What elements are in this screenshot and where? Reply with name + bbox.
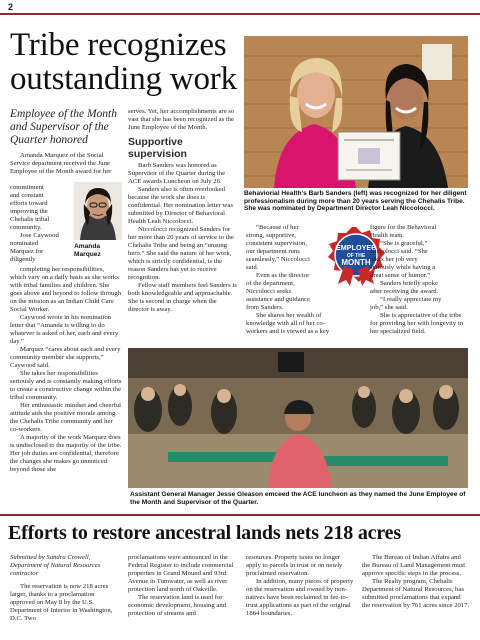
text-line: “I really appreciate my — [380, 296, 442, 303]
text-line: Niccolocci said. “She — [370, 248, 428, 255]
article-subhead: Employee of the Month and Supervisor of the Quarter honored — [10, 108, 117, 146]
paragraph: Caywood wrote in his nomination letter that “Amanda is willing to do whatever is asked of her, each and every day.” — [10, 314, 119, 345]
badge-line1: EMPLOYEE — [336, 243, 376, 252]
luncheon-photo — [128, 348, 468, 488]
text-line: “Because of her — [256, 224, 299, 231]
article2-col3 — [246, 554, 356, 618]
paragraph: Amanda Marquez of the Social Service department received the June Employee of the Month award for her — [10, 152, 112, 175]
text-line: Marquez for — [10, 248, 44, 255]
text-line: seriously while having a — [370, 264, 436, 271]
paragraph: proclamations were announced in the Federal Register to include commercial properties in Grand Mound and 93rd Avenue in Tumwater, as well as river protection land north of Oakville. — [128, 554, 234, 593]
text-line: said. — [246, 264, 259, 271]
page-number: 2 — [8, 2, 14, 12]
text-line: her specialized field. — [370, 328, 426, 335]
badge-line3: MONTH — [341, 258, 371, 267]
paragraph: Niccolocci recognized Sanders for her more than 20 years of service to the Chehalis Tribe and being an “unsung hero.” She said the nature of her work, which is strictly confidential, is the reason Sanders has yet to receive recognition. — [128, 226, 234, 281]
text-line: community. — [10, 224, 42, 231]
text-line: Health team. — [370, 232, 405, 239]
paragraph: The reservation is now 218 acres larger, thanks to a proclamation approved on May 8 by the U.S. Department of Interior in Washington, D.C. Two — [10, 583, 113, 622]
paragraph: Marquez “cares about each and every community member she supports,” Caywood said. — [10, 346, 121, 369]
text-line: Jose Caywood — [20, 232, 59, 239]
byline: Submitted by Sandra Crowell, Department of Natural Resources contractor — [10, 554, 101, 577]
article-headline: Tribe recognizes outstanding work — [10, 27, 237, 97]
col1-top — [10, 152, 122, 176]
paragraph: Sanders also is often overlooked because the work she does is confidential. Her nomination letter was submitted by Director of Behavioral Health Leah Niccolocci. — [128, 186, 233, 225]
text-line: knowledge with all of her co- — [246, 320, 325, 327]
text-line: efforts toward — [10, 200, 48, 207]
portrait-photo — [74, 182, 122, 240]
paragraph: serves. Yet, her accomplishments are so vast that she has been recognized as the June Employee of the Month. — [128, 108, 235, 131]
text-line: Niccolocci seeks — [246, 288, 292, 295]
text-line: nominated — [10, 240, 39, 247]
text-line: workers and is viewed as a key — [246, 328, 330, 335]
text-line: after receiving the award. — [370, 288, 439, 295]
paragraph: The Bureau of Indian Affairs and the Bureau of Land Management must approve specific steps in the process. — [362, 554, 466, 577]
text-line: diligently — [10, 256, 36, 263]
top-rule — [0, 13, 480, 15]
paragraph: resources. Property taxes no longer apply to parcels in trust or on newly proclaimed reservation. — [246, 554, 343, 577]
text-line: for providing her with longevity in — [370, 320, 464, 327]
award-photo — [244, 36, 468, 188]
article2-col4 — [362, 554, 470, 610]
text-line: She is appreciative of the tribe — [380, 312, 462, 319]
text-line: seamlessly,” Niccolocci — [246, 256, 310, 263]
text-line: and constant — [10, 192, 44, 199]
text-line: takes her job very — [370, 256, 418, 263]
paragraph: Her enthusiastic mindset and cheerful attitude aids the positive morale among the Chehalis Tribe community and her co-workers. — [10, 402, 122, 433]
text-line: consistent supervision, — [246, 240, 307, 247]
text-line: our department runs — [246, 248, 300, 255]
text-line: from Sanders. — [246, 304, 284, 311]
section-heading: Supportive supervision — [128, 136, 187, 160]
paragraph: Fellow staff members feel Sanders is both knowledgeable and approachable. She is second in charge when the director is away. — [128, 282, 237, 313]
text-line: job,” she said. — [370, 304, 408, 311]
paragraph: completing her responsibilities, which vary on a daily basis as she works with tribal families and children. She goes above and beyond to follow through on the mission as an Indian Child Care Social Worker. — [10, 266, 122, 313]
text-line: of the department, — [246, 280, 295, 287]
paragraph: Barb Sanders was honored as Supervisor of the Quarter during the ACE awards Luncheon on July 26. — [128, 162, 226, 185]
article2-col1 — [10, 554, 120, 623]
text-line: Even as the director — [256, 272, 310, 279]
text-line: figure for the Behavioral — [370, 224, 437, 231]
paragraph: The Realty program, Chehalis Department of Natural Resources, has submitted proclamations that expand the reservation by 761 acres since 2017. — [362, 578, 470, 609]
text-line: Chehalis tribal — [10, 216, 50, 223]
text-line: commitment — [10, 184, 44, 191]
text-line: She shares her wealth of — [256, 312, 322, 319]
text-line: great sense of humor.” — [370, 272, 431, 279]
text-line: strong, supportive, — [246, 232, 296, 239]
photo2-caption: Assistant General Manager Jesse Gleason emceed the ACE luncheon as they named the June Employee of the Month and Supervisor of the Quarter. — [130, 491, 466, 506]
paragraph: She takes her responsibilities seriously and is constantly making efforts to create a constructive change within the tribal community. — [10, 370, 122, 401]
paragraph: A majority of the work Marquez does is undisclosed to the majority of the tribe. Her job duties are confidential, therefore the changes she makes go unnoticed beyond those she — [10, 434, 122, 473]
mid-rule — [0, 514, 480, 516]
text-line: “She is graceful,” — [380, 240, 428, 247]
article2-headline: Efforts to restore ancestral lands nets 218 acres — [8, 522, 401, 544]
portrait-caption: Amanda Marquez — [74, 243, 101, 258]
col1-wrap — [10, 184, 72, 264]
col2 — [128, 108, 238, 314]
col1-bottom — [10, 266, 122, 474]
text-line: assistance and guidance — [246, 296, 310, 303]
text-line: Sanders briefly spoke — [380, 280, 438, 287]
article2-col2 — [128, 554, 238, 618]
text-line: improving the — [10, 208, 48, 215]
paragraph: The reservation land is used for economic development, housing and protection of streams and — [128, 594, 227, 617]
col4 — [370, 224, 470, 336]
badge-line2: OF THE — [346, 253, 366, 259]
paragraph: In addition, many pieces of property on the reservation and owned by non-natives have been reclaimed in fee-to-trust applications as part of the original 1864 boundaries. — [246, 578, 354, 617]
photo1-caption: Behaviorial Health’s Barb Sanders (left) was recognized for her diligent professionalism during more than 20 years serving the Chehalis Tribe. She was nominated by Department Director Leah Niccolocci. — [244, 190, 467, 213]
